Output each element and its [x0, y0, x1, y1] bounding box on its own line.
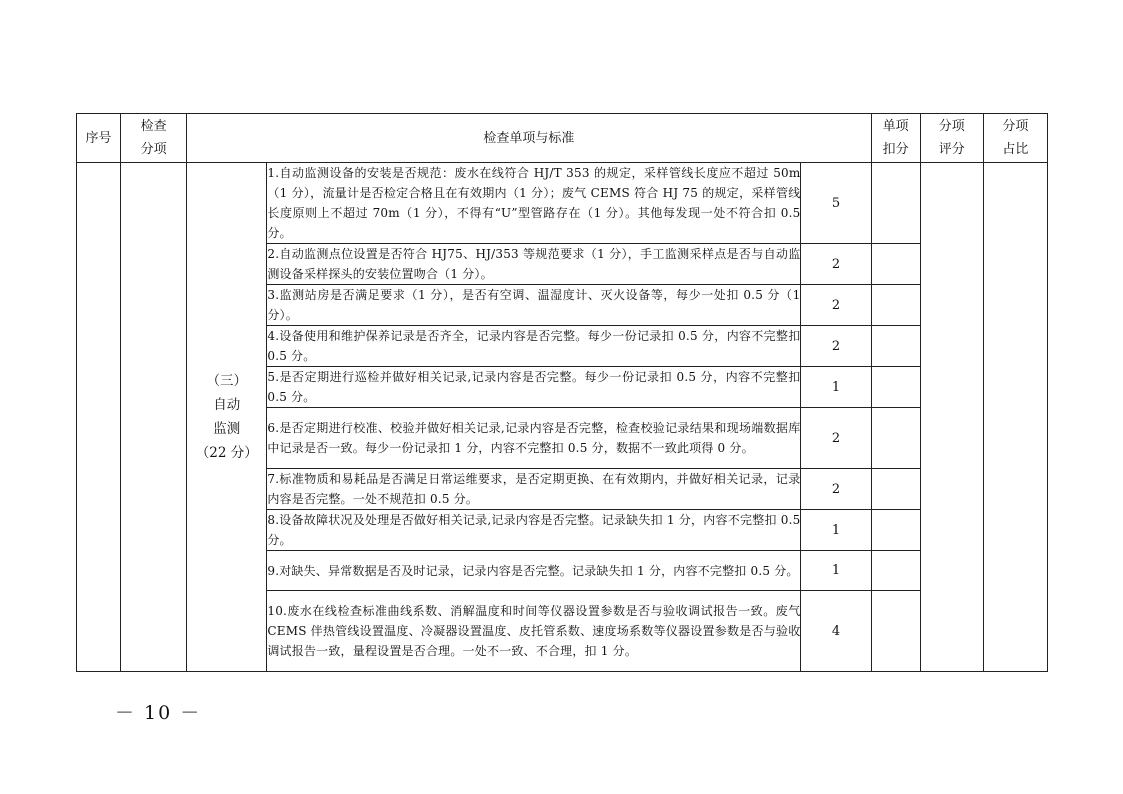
header-seq: 序号 — [77, 114, 121, 163]
item-text: 7.标准物质和易耗品是否满足日常运维要求，是否定期更换、在有效期内，并做好相关记录，记录内容是否完整。一处不规范扣 0.5 分。 — [267, 469, 801, 510]
subcategory-number: （三） — [206, 373, 248, 389]
header-ratio: 分项 占比 — [983, 114, 1047, 163]
item-score: 2 — [801, 285, 871, 326]
table-row — [77, 163, 1048, 244]
item-score: 2 — [801, 326, 871, 367]
item-score: 1 — [801, 510, 871, 551]
deduct-cell — [871, 408, 920, 469]
ratio-cell — [983, 163, 1047, 672]
deduct-cell — [871, 591, 920, 672]
category-cell — [121, 163, 187, 672]
item-score: 2 — [801, 244, 871, 285]
item-text: 8.设备故障状况及处理是否做好相关记录,记录内容是否完整。记录缺失扣 1 分，内容不完整扣 0.5 分。 — [267, 510, 801, 551]
item-text: 5.是否定期进行巡检并做好相关记录,记录内容是否完整。每少一份记录扣 0.5 分，内容不完整扣 0.5 分。 — [267, 367, 801, 408]
item-score: 1 — [801, 551, 871, 591]
item-score: 2 — [801, 469, 871, 510]
deduct-cell — [871, 469, 920, 510]
page-number: － 10 － — [115, 702, 202, 724]
deduct-cell — [871, 551, 920, 591]
header-rating: 分项 评分 — [920, 114, 983, 163]
item-score: 4 — [801, 591, 871, 672]
deduct-cell — [871, 367, 920, 408]
item-text: 10.废水在线检查标准曲线系数、消解温度和时间等仪器设置参数是否与验收调试报告一致。废气 CEMS 伴热管线设置温度、冷凝器设置温度、皮托管系数、速度场系数等仪器设置参数是否与验收调试报告一致，量程设置是否合理。一处不一致、不合理，扣 1 分。 — [267, 591, 801, 672]
deduct-cell — [871, 285, 920, 326]
header-deduct: 单项 扣分 — [871, 114, 920, 163]
rating-cell — [920, 163, 983, 672]
subcategory-name-line2: 监测 — [213, 421, 241, 437]
deduct-cell — [871, 244, 920, 285]
item-text: 6.是否定期进行校准、校验并做好相关记录,记录内容是否完整，检查校验记录结果和现场端数据库中记录是否一致。每少一份记录扣 1 分，内容不完整扣 0.5 分，数据不一致此项得 0 分。 — [267, 408, 801, 469]
header-row — [77, 114, 1048, 163]
deduct-cell — [871, 510, 920, 551]
item-text: 1.自动监测设备的安装是否规范：废水在线符合 HJ/T 353 的规定，采样管线长度应不超过 50m（1 分），流量计是否检定合格且在有效期内（1 分）；废气 CEMS 符合 HJ 75 的规定，采样管线长度原则上不超过 70m（1 分），不得有“U”型管路存在（1 分）。其他每发现一处不符合扣 0.5 分。 — [267, 163, 801, 244]
header-category: 检查 分项 — [121, 114, 187, 163]
item-score: 5 — [801, 163, 871, 244]
seq-cell — [77, 163, 121, 672]
subcategory-name-line1: 自动 — [213, 397, 241, 413]
deduct-cell — [871, 163, 920, 244]
item-score: 1 — [801, 367, 871, 408]
item-text: 9.对缺失、异常数据是否及时记录，记录内容是否完整。记录缺失扣 1 分，内容不完整扣 0.5 分。 — [267, 551, 801, 591]
inspection-table — [76, 113, 1048, 672]
subcategory-points: （22 分） — [195, 445, 258, 461]
header-items: 检查单项与标准 — [187, 114, 871, 163]
deduct-cell — [871, 326, 920, 367]
subcategory-cell — [187, 163, 267, 672]
item-text: 4.设备使用和维护保养记录是否齐全，记录内容是否完整。每少一份记录扣 0.5 分，内容不完整扣 0.5 分。 — [267, 326, 801, 367]
item-text: 3.监测站房是否满足要求（1 分），是否有空调、温湿度计、灭火设备等，每少一处扣 0.5 分（1 分）。 — [267, 285, 801, 326]
item-text: 2.自动监测点位设置是否符合 HJ75、HJ/353 等规范要求（1 分），手工监测采样点是否与自动监测设备采样探头的安装位置吻合（1 分）。 — [267, 244, 801, 285]
item-score: 2 — [801, 408, 871, 469]
